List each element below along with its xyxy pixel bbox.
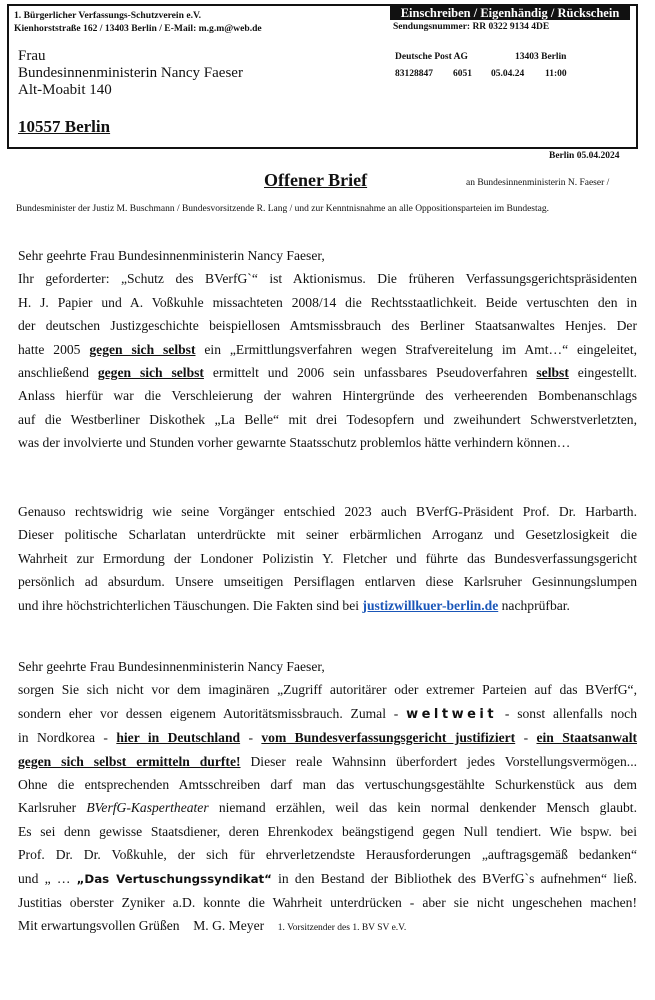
text-line: und „ … „Das Vertuschungssyndikat“ in den Bestand der Bibliothek des BVerfG`s aufnehmen“ ließ. — [18, 870, 637, 886]
postal-code2: 6051 — [453, 69, 472, 79]
emphasis-underlined: hier in Deutschland — [116, 730, 241, 746]
recipient-block — [18, 48, 243, 99]
recipient-salutation: Frau — [18, 48, 46, 64]
closing: Mit erwartungsvollen Grüßen — [18, 918, 180, 934]
emphasis-underlined: gegen sich selbst — [97, 365, 204, 381]
text-line: Ohne die entsprechenden Amtsschreiben darf man das vertuschungsgestählte Schurkenstück aus dem — [18, 777, 637, 793]
letter-date: Berlin 05.04.2024 — [549, 151, 620, 161]
text-line: Justitias oberster Zyniker a.D. konnte die Wahrheit unterdrücken - aber sie nicht ungeschehen machen! — [18, 895, 637, 911]
text-line: Dieser politische Scharlatan unterdrückte mit seiner erbärmlichen Arroganz und Gesetzlosigkeit die — [18, 527, 637, 543]
text-line: Karlsruher BVerfG-Kaspertheater niemand erzählen, weil das kein normal denkender Mensch glaubt. — [18, 800, 637, 816]
paragraph-1 — [18, 244, 637, 455]
recipient-city: 10557 Berlin — [18, 117, 111, 136]
text-line: anschließend gegen sich selbst ermittelt und 2006 sein unfassbares Pseudoverfahren selbst eingestellt. — [18, 365, 638, 381]
paragraph-2 — [18, 500, 637, 617]
addressees-line-1: an Bundesinnenministerin N. Faeser / — [466, 178, 610, 188]
postal-code1: 83128847 — [395, 69, 433, 79]
text-line: Sehr geehrte Frau Bundesinnenministerin Nancy Faeser, — [18, 248, 325, 263]
text-line: Wahrheit zur Ermordung der Londoner Polizistin Y. Fletcher und führte das Bundesverfassungsgericht — [18, 550, 637, 566]
sender-block — [14, 9, 262, 35]
postal-carrier: Deutsche Post AG — [395, 52, 468, 62]
emphasis-spaced: weltweit — [406, 706, 498, 722]
text-line: Genauso rechtswidrig wie seine Vorgänger entschied 2023 auch BVerfG-Präsident Prof. Dr. Harbarth. — [18, 504, 637, 519]
addressees-line-2: Bundesminister der Justiz M. Buschmann / Bundesvorsitzende R. Lang / und zur Kenntnisnahme an alle Oppositionsparteien im Bundestag. — [16, 204, 549, 214]
emphasis-underlined: selbst — [536, 365, 569, 381]
signer-role: 1. Vorsitzender des 1. BV SV e.V. — [277, 923, 407, 934]
emphasis-underlined: ein Staatsanwalt — [536, 730, 637, 746]
text-line: hatte 2005 gegen sich selbst ein „Ermittlungsverfahren wegen Strafvereitelung im Amt…“ eingeleitet, — [18, 341, 638, 357]
text-line: H. J. Papier und A. Voßkuhle missachteten 2008/14 die Rechtsstaatlichkeit. Beide vertuschten den in — [18, 294, 637, 310]
sender-name: 1. Bürgerlicher Verfassungs-Schutzverein e.V. — [14, 10, 202, 21]
recipient-street: Alt-Moabit 140 — [18, 82, 112, 98]
text-line: Ihr geforderter: „Schutz des BVerfG`“ ist Aktionismus. Die früheren Verfassungsgerichtspräsidenten — [18, 271, 637, 287]
postal-date: 05.04.24 — [491, 69, 525, 79]
emphasis-underlined: vom Bundesverfassungsgericht justifiziert — [261, 730, 516, 746]
text-line: gegen sich selbst ermitteln durfte! Dieser reale Wahnsinn überfordert jedes Vorstellungsvermögen... — [18, 753, 637, 769]
sender-address: Kienhorststraße 162 / 13403 Berlin / E-Mail: m.g.m@web.de — [14, 23, 262, 34]
text-line: Sehr geehrte Frau Bundesinnenministerin Nancy Faeser, — [18, 659, 325, 674]
text-line: Prof. Dr. Dr. Voßkuhle, der sich für ehrverletzendste Herausforderungen „auftragsgemäß bedanken“ — [18, 847, 637, 863]
text-line: und ihre höchstrichterlichen Täuschungen. Die Fakten sind bei justizwillkuer-berlin.de nachprüfbar. — [18, 597, 570, 613]
emphasis-underlined: gegen sich selbst ermitteln durfte! — [18, 753, 241, 769]
recipient-name: Bundesinnenministerin Nancy Faeser — [18, 65, 243, 81]
text-line: Es sei denn gewisse Staatsdiener, deren Ehrenkodex beängstigend gegen Null tendiert. Wie bspw. bei — [18, 823, 637, 839]
text-line: der deutschen Justizgeschichte beispiellosen Amtsmissbrauch des Berliner Staatsanwaltes Henjes. Der — [18, 318, 637, 334]
tracking-number: Sendungsnummer: RR 0322 9134 4DE — [393, 22, 550, 32]
text-line: in Nordkorea - hier in Deutschland - vom Bundesverfassungsgericht justifiziert - ein Staatsanwalt — [18, 730, 637, 746]
emphasis-italic: BVerfG-Kaspertheater — [86, 800, 209, 816]
text-line: sorgen Sie sich nicht vor dem imaginären „Zugriff autoritärer oder extremer Parteien auf das BVerfG“, — [18, 682, 637, 698]
letter-title: Offener Brief — [264, 170, 368, 190]
text-line: Anlass hierfür war die Verschleierung der wahren Hintergründe des verheerenden Bombenanschlags — [18, 388, 637, 404]
text-line: auf die Westberliner Diskothek „La Belle“ mit drei Todesopfern und zweihundert Schwerstverletzten, — [18, 411, 637, 427]
text-line: sondern eher vor dessen eigenem Autoritätsmissbrauch. Zumal - weltweit - sonst allenfalls noch — [18, 705, 637, 722]
paragraph-3 — [18, 655, 637, 941]
postal-time: 11:00 — [545, 69, 567, 79]
mail-type-label: Einschreiben / Eigenhändig / Rückschein — [390, 6, 630, 20]
signer-name: M. G. Meyer — [193, 918, 265, 934]
book-title: „Das Vertuschungssyndikat“ — [76, 871, 272, 886]
postal-city: 13403 Berlin — [515, 52, 567, 62]
emphasis-underlined: gegen sich selbst — [89, 341, 196, 357]
website-link[interactable]: justizwillkuer-berlin.de — [362, 597, 499, 613]
signature-line — [18, 914, 637, 940]
text-line: persönlich ad absurdum. Unsere umseitigen Persiflagen entlarven diese Karlsruher Gesinnungslumpen — [18, 574, 637, 590]
text-line: was der involvierte und Stunden vorher gewarnte Staatsschutz problemlos hätte verhindern können… — [18, 435, 571, 451]
